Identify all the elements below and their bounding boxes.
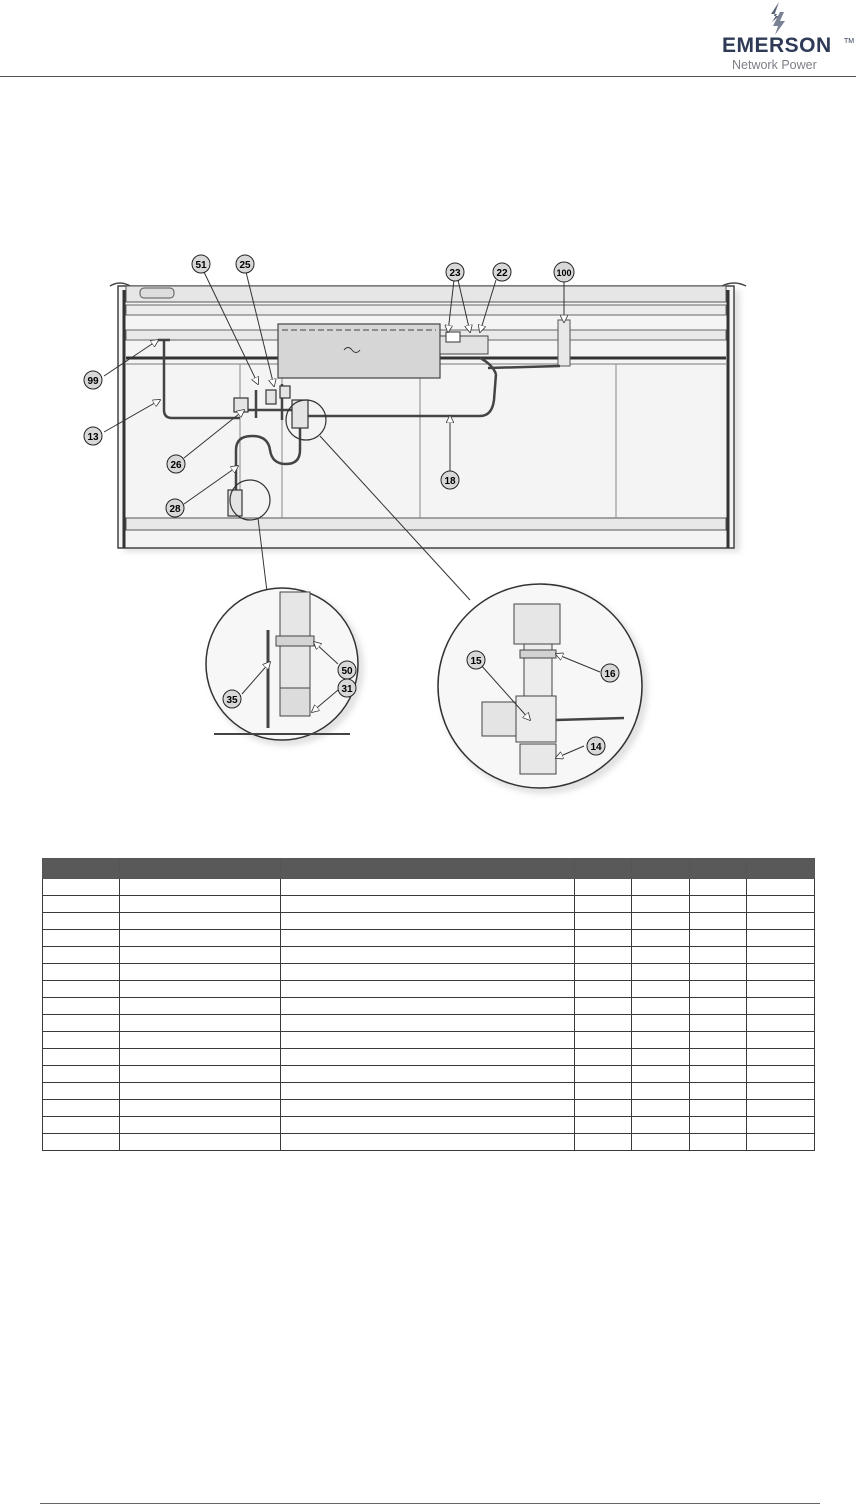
table-cell [43, 896, 120, 913]
table-cell [281, 981, 575, 998]
footer-divider [40, 1503, 820, 1504]
table-cell [575, 1083, 632, 1100]
table-cell [690, 1066, 747, 1083]
callout-23 [446, 263, 464, 281]
svg-text:31: 31 [341, 684, 353, 695]
table-cell [281, 1134, 575, 1151]
svg-text:15: 15 [470, 656, 482, 667]
table-cell [575, 998, 632, 1015]
table-cell [632, 1049, 690, 1066]
table-cell [690, 1117, 747, 1134]
table-cell [690, 964, 747, 981]
svg-text:28: 28 [169, 504, 181, 515]
table-cell [120, 879, 281, 896]
table-cell [575, 1100, 632, 1117]
svg-text:35: 35 [226, 695, 238, 706]
table-cell [632, 1117, 690, 1134]
table-cell [120, 981, 281, 998]
callout-51 [192, 255, 210, 273]
logo-subtitle: Network Power [732, 58, 817, 72]
table-cell [747, 964, 815, 981]
table-cell [43, 879, 120, 896]
callout-50 [338, 661, 356, 679]
table-cell [690, 879, 747, 896]
emerson-logo [716, 2, 856, 74]
table-cell [632, 981, 690, 998]
table-cell [690, 1134, 747, 1151]
callout-100 [554, 262, 574, 282]
callout-26 [167, 455, 185, 473]
table-cell [632, 896, 690, 913]
table-cell [747, 913, 815, 930]
table-row [43, 930, 815, 947]
callout-13 [84, 427, 102, 445]
table-cell [747, 1066, 815, 1083]
table-cell [690, 998, 747, 1015]
table-cell [575, 1015, 632, 1032]
table-row [43, 998, 815, 1015]
table-cell [575, 981, 632, 998]
callout-18 [441, 471, 459, 489]
table-cell [43, 1117, 120, 1134]
table-row [43, 1049, 815, 1066]
table-row [43, 879, 815, 896]
table-cell [747, 1083, 815, 1100]
callout-22 [493, 263, 511, 281]
table-cell [281, 1083, 575, 1100]
table-cell [43, 1015, 120, 1032]
table-cell [120, 1015, 281, 1032]
table-cell [747, 930, 815, 947]
table-cell [43, 981, 120, 998]
svg-text:99: 99 [87, 376, 99, 387]
table-cell [747, 947, 815, 964]
table-cell [690, 981, 747, 998]
emerson-logo-icon [766, 2, 792, 36]
svg-text:16: 16 [604, 669, 616, 680]
table-cell [575, 1134, 632, 1151]
table-cell [281, 1015, 575, 1032]
table-cell [120, 1117, 281, 1134]
table-cell [43, 930, 120, 947]
logo-wordmark: EMERSON [722, 34, 832, 57]
table-cell [747, 879, 815, 896]
parts-table [42, 858, 815, 1151]
table-cell [690, 1100, 747, 1117]
table-cell [120, 1100, 281, 1117]
table-cell [43, 964, 120, 981]
table-cell [43, 1032, 120, 1049]
table-cell [575, 879, 632, 896]
table-cell [281, 998, 575, 1015]
table-row [43, 1015, 815, 1032]
table-cell [747, 981, 815, 998]
svg-text:13: 13 [87, 432, 99, 443]
table-cell [281, 1049, 575, 1066]
table-cell [120, 896, 281, 913]
callout-16 [601, 664, 619, 682]
table-cell [690, 913, 747, 930]
table-cell [690, 1049, 747, 1066]
svg-text:26: 26 [170, 460, 182, 471]
table-cell [281, 1100, 575, 1117]
piping-diagram [0, 250, 856, 800]
table-cell [43, 1134, 120, 1151]
table-cell [747, 1049, 815, 1066]
table-cell [281, 1066, 575, 1083]
table-cell [690, 896, 747, 913]
table-cell [120, 1032, 281, 1049]
table-cell [632, 998, 690, 1015]
table-cell [281, 930, 575, 947]
callout-35 [223, 690, 241, 708]
table-row [43, 1032, 815, 1049]
table-cell [120, 998, 281, 1015]
table-cell [120, 1083, 281, 1100]
table-row [43, 947, 815, 964]
table-cell [632, 947, 690, 964]
table-cell [575, 913, 632, 930]
table-cell [632, 930, 690, 947]
table-cell [43, 1066, 120, 1083]
table-cell [632, 1083, 690, 1100]
table-cell [632, 1032, 690, 1049]
header-divider [0, 76, 856, 77]
table-cell [575, 896, 632, 913]
table-cell [43, 1049, 120, 1066]
svg-text:14: 14 [590, 742, 602, 753]
table-cell [632, 1100, 690, 1117]
table-cell [120, 930, 281, 947]
table-cell [690, 1032, 747, 1049]
table-cell [575, 1117, 632, 1134]
table-cell [747, 1134, 815, 1151]
table-cell [43, 998, 120, 1015]
table-cell [120, 964, 281, 981]
table-cell [690, 930, 747, 947]
table-cell [747, 1117, 815, 1134]
table-row [43, 896, 815, 913]
table-cell [632, 913, 690, 930]
table-cell [43, 947, 120, 964]
detail-view-right [438, 584, 648, 794]
table-row [43, 1100, 815, 1117]
table-row [43, 981, 815, 998]
svg-text:25: 25 [239, 260, 251, 271]
table-cell [690, 1015, 747, 1032]
parts-table-header [43, 859, 815, 879]
callout-25 [236, 255, 254, 273]
table-cell [281, 896, 575, 913]
table-cell [632, 1066, 690, 1083]
svg-text:51: 51 [195, 260, 207, 271]
table-cell [575, 947, 632, 964]
table-cell [43, 1100, 120, 1117]
table-cell [120, 1134, 281, 1151]
callout-99 [84, 371, 102, 389]
svg-text:50: 50 [341, 666, 353, 677]
table-cell [747, 1032, 815, 1049]
table-row [43, 964, 815, 981]
table-cell [575, 964, 632, 981]
table-cell [632, 879, 690, 896]
svg-text:23: 23 [449, 268, 461, 279]
table-cell [120, 947, 281, 964]
table-cell [747, 1015, 815, 1032]
svg-text:22: 22 [496, 268, 508, 279]
table-cell [43, 1083, 120, 1100]
table-cell [632, 964, 690, 981]
table-cell [575, 1032, 632, 1049]
table-cell [747, 896, 815, 913]
table-cell [747, 998, 815, 1015]
table-cell [281, 1032, 575, 1049]
table-cell [575, 930, 632, 947]
table-cell [575, 1066, 632, 1083]
table-row [43, 1134, 815, 1151]
table-cell [43, 913, 120, 930]
callout-14 [587, 737, 605, 755]
table-cell [632, 1134, 690, 1151]
callout-31 [338, 679, 356, 697]
table-row [43, 913, 815, 930]
parts-table-body [43, 879, 815, 1151]
callout-15 [467, 651, 485, 669]
logo-trademark: TM [844, 38, 855, 45]
table-cell [120, 1066, 281, 1083]
svg-text:18: 18 [444, 476, 456, 487]
table-cell [281, 947, 575, 964]
table-row [43, 1066, 815, 1083]
table-row [43, 1117, 815, 1134]
table-cell [690, 1083, 747, 1100]
table-cell [575, 1049, 632, 1066]
callout-28 [166, 499, 184, 517]
table-row [43, 1083, 815, 1100]
table-cell [120, 1049, 281, 1066]
svg-text:100: 100 [556, 268, 572, 278]
table-cell [690, 947, 747, 964]
table-cell [281, 879, 575, 896]
table-cell [120, 913, 281, 930]
table-cell [281, 1117, 575, 1134]
table-cell [747, 1100, 815, 1117]
table-cell [281, 964, 575, 981]
table-cell [632, 1015, 690, 1032]
table-cell [281, 913, 575, 930]
